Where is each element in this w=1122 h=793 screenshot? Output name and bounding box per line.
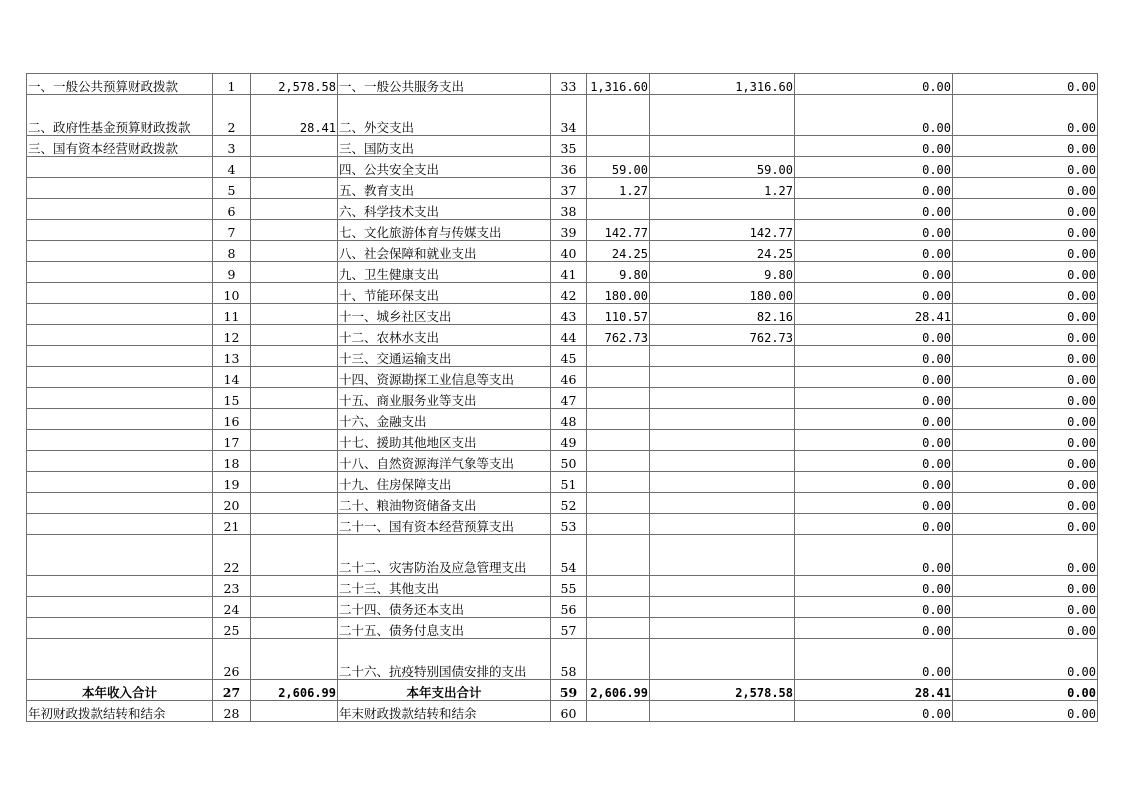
income-amount [251, 241, 338, 262]
expense-item-label: 二、外交支出 [338, 95, 551, 136]
expense-total-amount: 59.00 [587, 157, 650, 178]
general-budget-amount [650, 451, 795, 472]
expense-row-number: 40 [551, 241, 587, 262]
table-row [27, 388, 1098, 409]
government-fund-amount: 0.00 [795, 409, 953, 430]
income-amount [251, 576, 338, 597]
state-capital-amount: 0.00 [953, 74, 1098, 95]
state-capital-amount: 0.00 [953, 535, 1098, 576]
income-amount [251, 430, 338, 451]
table-row [27, 597, 1098, 618]
government-fund-amount: 0.00 [795, 388, 953, 409]
income-row-number: 4 [213, 157, 251, 178]
income-row-number: 14 [213, 367, 251, 388]
expense-total-amount [587, 576, 650, 597]
income-amount [251, 220, 338, 241]
expense-row-number: 45 [551, 346, 587, 367]
expense-item-label: 一、一般公共服务支出 [338, 74, 551, 95]
expense-item-label: 二十二、灾害防治及应急管理支出 [338, 535, 551, 576]
general-budget-amount [650, 597, 795, 618]
income-item-label [27, 639, 213, 680]
income-amount [251, 493, 338, 514]
income-row-number: 12 [213, 325, 251, 346]
table-row [27, 451, 1098, 472]
income-item-label [27, 451, 213, 472]
expense-item-label: 六、科学技术支出 [338, 199, 551, 220]
government-fund-amount: 0.00 [795, 178, 953, 199]
expense-row-number: 55 [551, 576, 587, 597]
general-budget-amount [650, 136, 795, 157]
total-row [27, 680, 1098, 701]
state-capital-amount: 0.00 [953, 597, 1098, 618]
expense-row-number: 50 [551, 451, 587, 472]
expense-row-number: 52 [551, 493, 587, 514]
government-fund-amount: 0.00 [795, 618, 953, 639]
expense-total-amount: 1.27 [587, 178, 650, 199]
income-amount [251, 325, 338, 346]
government-fund-amount: 28.41 [795, 304, 953, 325]
expense-row-number: 47 [551, 388, 587, 409]
general-budget-amount: 180.00 [650, 283, 795, 304]
table-row [27, 701, 1098, 722]
expense-row-number: 51 [551, 472, 587, 493]
income-row-number: 10 [213, 283, 251, 304]
table-row [27, 157, 1098, 178]
income-row-number: 15 [213, 388, 251, 409]
expense-item-label: 九、卫生健康支出 [338, 262, 551, 283]
expense-total-amount [587, 701, 650, 722]
income-item-label: 三、国有资本经营财政拨款 [27, 136, 213, 157]
state-capital-amount: 0.00 [953, 346, 1098, 367]
state-capital-amount: 0.00 [953, 220, 1098, 241]
income-row-number: 7 [213, 220, 251, 241]
table-body [27, 74, 1098, 722]
expense-item-label: 二十六、抗疫特别国债安排的支出 [338, 639, 551, 680]
government-fund-amount: 0.00 [795, 325, 953, 346]
government-fund-amount: 28.41 [795, 680, 953, 701]
income-amount [251, 472, 338, 493]
general-budget-amount [650, 346, 795, 367]
expense-total-amount [587, 409, 650, 430]
general-budget-amount: 1.27 [650, 178, 795, 199]
government-fund-amount: 0.00 [795, 701, 953, 722]
state-capital-amount: 0.00 [953, 157, 1098, 178]
income-amount [251, 136, 338, 157]
income-item-label [27, 199, 213, 220]
table-row [27, 325, 1098, 346]
table-row [27, 220, 1098, 241]
income-item-label [27, 388, 213, 409]
income-row-number: 2 [213, 95, 251, 136]
government-fund-amount: 0.00 [795, 157, 953, 178]
expense-total-amount: 24.25 [587, 241, 650, 262]
general-budget-amount [650, 639, 795, 680]
table-row [27, 346, 1098, 367]
income-row-number: 8 [213, 241, 251, 262]
expense-row-number: 33 [551, 74, 587, 95]
table-row [27, 74, 1098, 95]
expense-total-amount: 762.73 [587, 325, 650, 346]
income-item-label [27, 618, 213, 639]
expense-row-number: 46 [551, 367, 587, 388]
income-amount [251, 618, 338, 639]
income-row-number: 24 [213, 597, 251, 618]
income-amount [251, 639, 338, 680]
income-amount: 28.41 [251, 95, 338, 136]
government-fund-amount: 0.00 [795, 74, 953, 95]
government-fund-amount: 0.00 [795, 136, 953, 157]
expense-item-label: 十三、交通运输支出 [338, 346, 551, 367]
income-item-label [27, 597, 213, 618]
government-fund-amount: 0.00 [795, 430, 953, 451]
income-amount [251, 199, 338, 220]
expense-row-number: 56 [551, 597, 587, 618]
income-row-number: 3 [213, 136, 251, 157]
income-row-number: 13 [213, 346, 251, 367]
income-amount [251, 346, 338, 367]
state-capital-amount: 0.00 [953, 451, 1098, 472]
income-row-number: 18 [213, 451, 251, 472]
income-row-number: 19 [213, 472, 251, 493]
income-item-label: 本年收入合计 [27, 680, 213, 701]
table-row [27, 409, 1098, 430]
income-amount: 2,606.99 [251, 680, 338, 701]
state-capital-amount: 0.00 [953, 430, 1098, 451]
table-row [27, 304, 1098, 325]
table-row [27, 576, 1098, 597]
state-capital-amount: 0.00 [953, 409, 1098, 430]
state-capital-amount: 0.00 [953, 680, 1098, 701]
table-row [27, 493, 1098, 514]
general-budget-amount [650, 618, 795, 639]
table-row [27, 618, 1098, 639]
expense-row-number: 57 [551, 618, 587, 639]
table-row [27, 95, 1098, 136]
general-budget-amount [650, 367, 795, 388]
income-amount [251, 157, 338, 178]
income-row-number: 23 [213, 576, 251, 597]
state-capital-amount: 0.00 [953, 639, 1098, 680]
table-row [27, 472, 1098, 493]
income-amount [251, 304, 338, 325]
general-budget-amount [650, 514, 795, 535]
expense-item-label: 本年支出合计 [338, 680, 551, 701]
expense-item-label: 二十四、债务还本支出 [338, 597, 551, 618]
state-capital-amount: 0.00 [953, 95, 1098, 136]
income-item-label [27, 576, 213, 597]
state-capital-amount: 0.00 [953, 178, 1098, 199]
expense-total-amount [587, 199, 650, 220]
government-fund-amount: 0.00 [795, 451, 953, 472]
expense-row-number: 53 [551, 514, 587, 535]
income-amount [251, 514, 338, 535]
state-capital-amount: 0.00 [953, 514, 1098, 535]
expense-item-label: 七、文化旅游体育与传媒支出 [338, 220, 551, 241]
expense-total-amount [587, 535, 650, 576]
expense-row-number: 42 [551, 283, 587, 304]
government-fund-amount: 0.00 [795, 576, 953, 597]
expense-item-label: 十一、城乡社区支出 [338, 304, 551, 325]
expense-row-number: 44 [551, 325, 587, 346]
income-item-label [27, 409, 213, 430]
expense-total-amount [587, 493, 650, 514]
income-item-label: 一、一般公共预算财政拨款 [27, 74, 213, 95]
state-capital-amount: 0.00 [953, 325, 1098, 346]
state-capital-amount: 0.00 [953, 262, 1098, 283]
income-item-label [27, 304, 213, 325]
income-amount: 2,578.58 [251, 74, 338, 95]
expense-row-number: 60 [551, 701, 587, 722]
state-capital-amount: 0.00 [953, 701, 1098, 722]
income-amount [251, 178, 338, 199]
expense-total-amount: 110.57 [587, 304, 650, 325]
expense-row-number: 35 [551, 136, 587, 157]
general-budget-amount [650, 472, 795, 493]
income-item-label: 二、政府性基金预算财政拨款 [27, 95, 213, 136]
expense-total-amount [587, 367, 650, 388]
expense-row-number: 49 [551, 430, 587, 451]
table-row [27, 178, 1098, 199]
expense-total-amount [587, 95, 650, 136]
fiscal-appropriation-table [26, 73, 1098, 722]
state-capital-amount: 0.00 [953, 199, 1098, 220]
table-row [27, 136, 1098, 157]
government-fund-amount: 0.00 [795, 367, 953, 388]
government-fund-amount: 0.00 [795, 493, 953, 514]
government-fund-amount: 0.00 [795, 283, 953, 304]
table-row [27, 241, 1098, 262]
income-item-label [27, 367, 213, 388]
income-item-label [27, 325, 213, 346]
state-capital-amount: 0.00 [953, 388, 1098, 409]
expense-total-amount: 9.80 [587, 262, 650, 283]
income-row-number: 17 [213, 430, 251, 451]
table-row [27, 430, 1098, 451]
state-capital-amount: 0.00 [953, 472, 1098, 493]
state-capital-amount: 0.00 [953, 136, 1098, 157]
expense-item-label: 十、节能环保支出 [338, 283, 551, 304]
expense-item-label: 二十、粮油物资储备支出 [338, 493, 551, 514]
government-fund-amount: 0.00 [795, 199, 953, 220]
income-item-label [27, 283, 213, 304]
state-capital-amount: 0.00 [953, 367, 1098, 388]
income-row-number: 6 [213, 199, 251, 220]
general-budget-amount: 762.73 [650, 325, 795, 346]
table-row [27, 514, 1098, 535]
expense-item-label: 二十一、国有资本经营预算支出 [338, 514, 551, 535]
income-amount [251, 535, 338, 576]
expense-row-number: 54 [551, 535, 587, 576]
general-budget-amount: 9.80 [650, 262, 795, 283]
state-capital-amount: 0.00 [953, 283, 1098, 304]
income-item-label [27, 493, 213, 514]
government-fund-amount: 0.00 [795, 597, 953, 618]
income-row-number: 5 [213, 178, 251, 199]
income-item-label [27, 157, 213, 178]
expense-item-label: 十八、自然资源海洋气象等支出 [338, 451, 551, 472]
expense-row-number: 34 [551, 95, 587, 136]
government-fund-amount: 0.00 [795, 639, 953, 680]
expense-item-label: 三、国防支出 [338, 136, 551, 157]
expense-row-number: 48 [551, 409, 587, 430]
income-amount [251, 409, 338, 430]
expense-row-number: 38 [551, 199, 587, 220]
expense-total-amount: 2,606.99 [587, 680, 650, 701]
income-amount [251, 597, 338, 618]
government-fund-amount: 0.00 [795, 535, 953, 576]
expense-item-label: 十四、资源勘探工业信息等支出 [338, 367, 551, 388]
expense-total-amount: 1,316.60 [587, 74, 650, 95]
expense-item-label: 十九、住房保障支出 [338, 472, 551, 493]
general-budget-amount [650, 95, 795, 136]
general-budget-amount: 82.16 [650, 304, 795, 325]
government-fund-amount: 0.00 [795, 262, 953, 283]
income-item-label [27, 241, 213, 262]
table-row [27, 535, 1098, 576]
income-row-number: 22 [213, 535, 251, 576]
government-fund-amount: 0.00 [795, 241, 953, 262]
expense-item-label: 年末财政拨款结转和结余 [338, 701, 551, 722]
income-item-label [27, 430, 213, 451]
government-fund-amount: 0.00 [795, 95, 953, 136]
expense-row-number: 58 [551, 639, 587, 680]
income-item-label [27, 346, 213, 367]
income-row-number: 26 [213, 639, 251, 680]
income-item-label [27, 514, 213, 535]
income-amount [251, 262, 338, 283]
general-budget-amount: 142.77 [650, 220, 795, 241]
general-budget-amount [650, 576, 795, 597]
expense-total-amount [587, 618, 650, 639]
expense-total-amount [587, 388, 650, 409]
general-budget-amount [650, 430, 795, 451]
income-row-number: 1 [213, 74, 251, 95]
income-row-number: 9 [213, 262, 251, 283]
income-amount [251, 367, 338, 388]
expense-total-amount [587, 430, 650, 451]
expense-total-amount [587, 346, 650, 367]
government-fund-amount: 0.00 [795, 220, 953, 241]
income-item-label [27, 220, 213, 241]
expense-item-label: 十五、商业服务业等支出 [338, 388, 551, 409]
general-budget-amount [650, 535, 795, 576]
expense-row-number: 41 [551, 262, 587, 283]
income-row-number: 25 [213, 618, 251, 639]
expense-item-label: 八、社会保障和就业支出 [338, 241, 551, 262]
income-row-number: 20 [213, 493, 251, 514]
government-fund-amount: 0.00 [795, 472, 953, 493]
state-capital-amount: 0.00 [953, 304, 1098, 325]
income-row-number: 16 [213, 409, 251, 430]
government-fund-amount: 0.00 [795, 346, 953, 367]
table-row [27, 283, 1098, 304]
expense-total-amount [587, 639, 650, 680]
table-row [27, 367, 1098, 388]
expense-row-number: 37 [551, 178, 587, 199]
general-budget-amount: 59.00 [650, 157, 795, 178]
expense-item-label: 十七、援助其他地区支出 [338, 430, 551, 451]
expense-row-number: 59 [551, 680, 587, 701]
expense-item-label: 二十五、债务付息支出 [338, 618, 551, 639]
expense-total-amount [587, 597, 650, 618]
expense-item-label: 十六、金融支出 [338, 409, 551, 430]
expense-total-amount [587, 514, 650, 535]
state-capital-amount: 0.00 [953, 241, 1098, 262]
expense-total-amount [587, 451, 650, 472]
income-row-number: 28 [213, 701, 251, 722]
expense-row-number: 36 [551, 157, 587, 178]
state-capital-amount: 0.00 [953, 576, 1098, 597]
income-amount [251, 283, 338, 304]
income-row-number: 11 [213, 304, 251, 325]
expense-item-label: 二十三、其他支出 [338, 576, 551, 597]
expense-item-label: 四、公共安全支出 [338, 157, 551, 178]
income-amount [251, 388, 338, 409]
general-budget-amount: 2,578.58 [650, 680, 795, 701]
income-item-label [27, 262, 213, 283]
income-amount [251, 451, 338, 472]
income-row-number: 27 [213, 680, 251, 701]
income-item-label [27, 178, 213, 199]
state-capital-amount: 0.00 [953, 618, 1098, 639]
table-row [27, 199, 1098, 220]
income-row-number: 21 [213, 514, 251, 535]
state-capital-amount: 0.00 [953, 493, 1098, 514]
general-budget-amount [650, 199, 795, 220]
expense-total-amount: 142.77 [587, 220, 650, 241]
expense-item-label: 十二、农林水支出 [338, 325, 551, 346]
expense-row-number: 43 [551, 304, 587, 325]
expense-total-amount [587, 472, 650, 493]
general-budget-amount [650, 701, 795, 722]
income-item-label [27, 472, 213, 493]
expense-row-number: 39 [551, 220, 587, 241]
expense-total-amount: 180.00 [587, 283, 650, 304]
expense-total-amount [587, 136, 650, 157]
general-budget-amount [650, 493, 795, 514]
expense-item-label: 五、教育支出 [338, 178, 551, 199]
general-budget-amount: 24.25 [650, 241, 795, 262]
government-fund-amount: 0.00 [795, 514, 953, 535]
general-budget-amount [650, 409, 795, 430]
income-amount [251, 701, 338, 722]
income-item-label [27, 535, 213, 576]
general-budget-amount [650, 388, 795, 409]
general-budget-amount: 1,316.60 [650, 74, 795, 95]
income-item-label: 年初财政拨款结转和结余 [27, 701, 213, 722]
table-row [27, 639, 1098, 680]
table-row [27, 262, 1098, 283]
